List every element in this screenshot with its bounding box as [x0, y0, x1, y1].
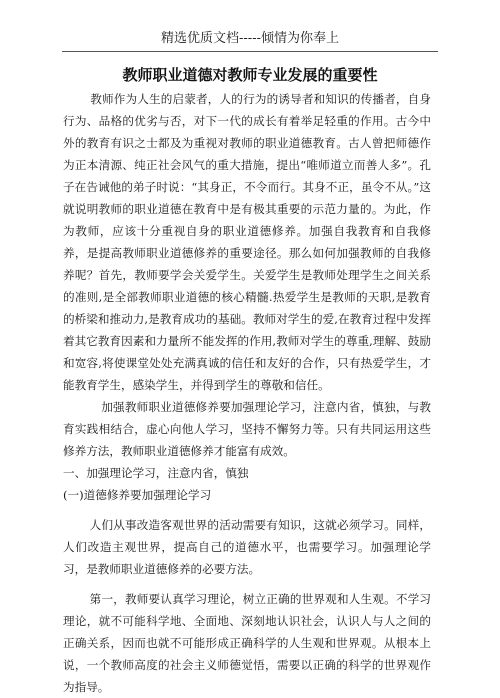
paragraph-theory: 人们从事改造客观世界的活动需要有知识，这就必须学习。同样，人们改造主观世界，提高自己的道德水平，也需要学习。加强理论学习，是教师职业道德修养的必要方法。	[63, 518, 431, 576]
paragraph-intro: 教师作为人生的启蒙者，人的行为的诱导者和知识的传播者，自身行为、品格的优劣与否，对下一代的成长有着举足轻重的作用。古今中外的教育有识之士都及为重视对教师的职业道德教育。古人曾把师德作为正本清源、纯正社会风气的重大措施，提出“唯师道立而善人多”。孔子在告诫他的弟子时说：“其身正，不令而行。其身不正，虽令不从。”这就说明教师的职业道德在教育中是有极其重要的示范力量的。为此，作为教师，应该十分重视自身的职业道德修养。加强自我教育和自我修养，是提高教师职业道德修养的重要途径。那么如何加强教师的自我修养呢？首先，教师要学会关爱学生。关爱学生是教师处理学生之间关系的准则,是全部教师职业道德的核心精髓.热爱学生是教师的天职,是教育的桥梁和推动力,是教育成功的基础。教师对学生的爱,在教育过程中发挥着其它教育因素和力量所不能发挥的作用,教师对学生的尊重,理解、鼓励和宽容,将使课堂处处充满真诚的信任和友好的合作，只有热爱学生，才能教育学生，感染学生，并得到学生的尊敬和信任。	[63, 92, 431, 392]
spacer	[63, 580, 431, 588]
page-header: 精选优质文档-----倾情为你奉上	[161, 31, 339, 46]
header-rule	[62, 51, 438, 52]
document-body	[63, 88, 431, 698]
paragraph-methods: 加强教师职业道德修养要加强理论学习，注意内省，慎独，与教育实践相结合，虚心向他人学习，坚持不懈努力等。只有共同运用这些修养方法，教师职业道德修养才能富有成效。	[63, 400, 431, 458]
subsection-heading-1: (一)道德修养要加强理论学习	[63, 488, 212, 502]
spacer	[63, 506, 431, 514]
section-heading-1: 一、加强理论学习，注意内省，慎独	[63, 466, 249, 480]
paragraph-first-point: 第一，教师要认真学习理论，树立正确的世界观和人生观。不学习理论，就不可能科学地、全面地、深刻地认识社会，认识人与人之间的正确关系，因而也就不可能形成正确科学的人生观和世界观。从根本上说，一个教师高度的社会主义师德觉悟，需要以正确的科学的世界观作为指导。	[63, 592, 431, 694]
document-title: 教师职业道德对教师专业发展的重要性	[122, 66, 378, 84]
